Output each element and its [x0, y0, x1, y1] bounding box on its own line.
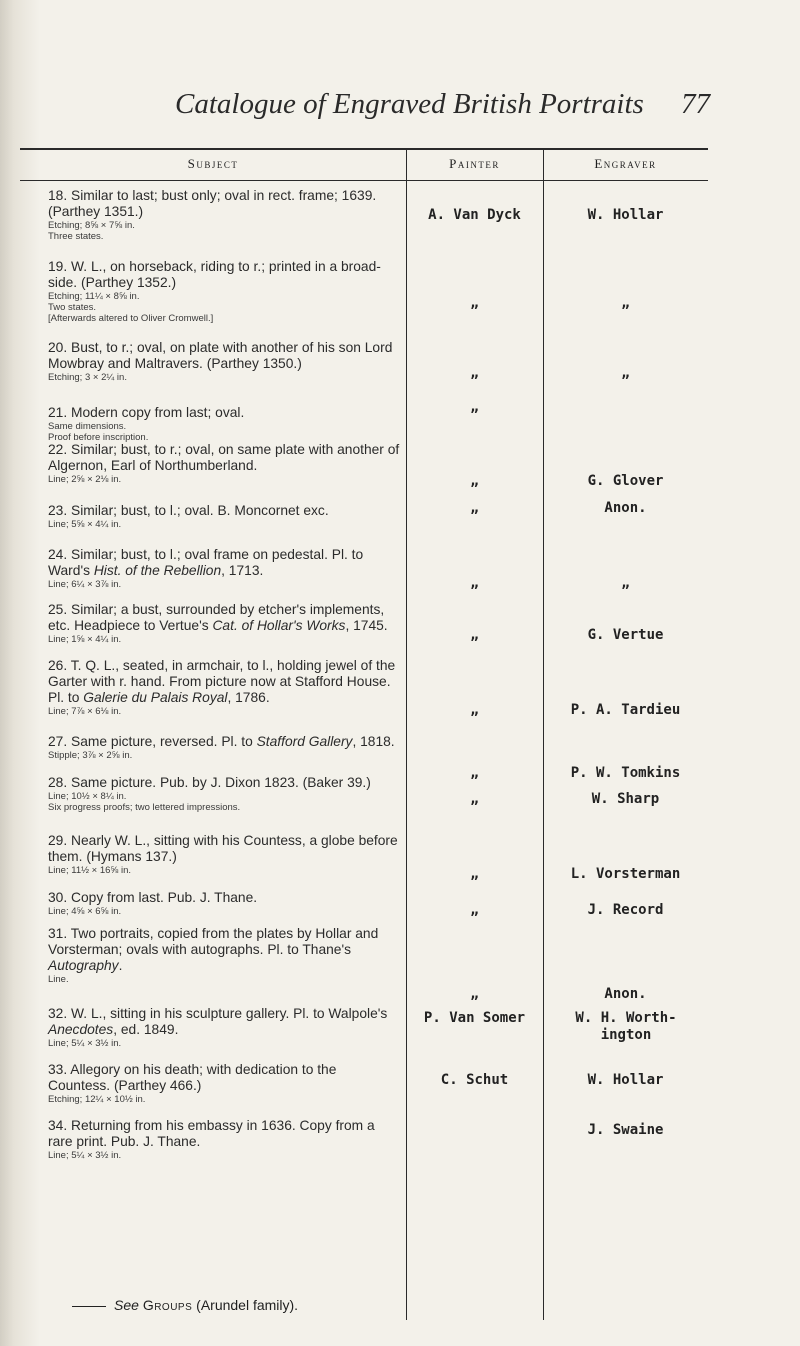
- entry-description: [48, 259, 400, 291]
- entry-text: Similar; a bust, surrounded by etcher's implements, etc. Headpiece to Vertue's: [48, 602, 385, 633]
- engraver-cell: Anon.: [604, 500, 647, 516]
- column-header-subject: Subject: [187, 156, 239, 171]
- entry-italic-title: Hist. of the Rebellion: [93, 563, 222, 578]
- table-header-rule: [20, 180, 708, 181]
- entry-description: [48, 503, 400, 519]
- entry-text: W. L., sitting in his sculpture gallery. Pl. to Walpole's: [71, 1006, 388, 1021]
- entry-text: Nearly W. L., sitting with his Countess, a globe before them. (Hymans 137.): [48, 833, 398, 864]
- entry-description: [48, 926, 400, 974]
- engraver-cell: G. Glover: [587, 473, 664, 489]
- entry-number: 30.: [48, 890, 72, 905]
- painter-cell: „: [470, 365, 479, 381]
- entry-technique-dimensions: Line; 7⅞ × 6⅛ in.: [48, 706, 122, 717]
- engraver-cell: W. Sharp: [591, 791, 660, 807]
- entry-number: 27.: [48, 734, 72, 749]
- painter-cell: P. Van Somer: [423, 1010, 526, 1026]
- entry-italic-title: Galerie du Palais Royal: [83, 690, 228, 705]
- see-reference: [72, 1297, 298, 1313]
- page-header: [175, 88, 710, 128]
- entry-text: Two portraits, copied from the plates by Hollar and Vorsterman; ovals with autographs. Pl. to Thane's: [48, 926, 379, 957]
- entry-text: Similar; bust, to r.; oval, on same plate with another of Algernon, Earl of Northumberland.: [48, 442, 400, 473]
- engraver-cell: P. W. Tomkins: [570, 765, 681, 781]
- painter-cell: „: [470, 765, 479, 781]
- entry-description: [48, 775, 400, 791]
- entry-technique-dimensions: Line; 5¼ × 3½ in.: [48, 1150, 122, 1161]
- entry-italic-title: Autography: [48, 958, 119, 973]
- entry-number: 29.: [48, 833, 72, 848]
- catalogue-entry: [48, 1006, 400, 1049]
- engraver-cell: „: [621, 295, 630, 311]
- entry-description: [48, 547, 400, 579]
- entry-number: 32.: [48, 1006, 72, 1021]
- entry-description: [48, 405, 400, 421]
- entry-description: [48, 658, 400, 706]
- entry-text: Returning from his embassy in 1636. Copy from a rare print. Pub. J. Thane.: [48, 1118, 375, 1149]
- column-divider-painter-engraver: [543, 148, 544, 1320]
- entry-description: [48, 340, 400, 372]
- engraver-cell: J. Record: [587, 902, 664, 918]
- entry-italic-title: Stafford Gallery: [256, 734, 353, 749]
- entry-text: , 1745.: [345, 618, 388, 633]
- engraver-cell: „: [621, 575, 630, 591]
- painter-cell: „: [470, 627, 479, 643]
- entry-italic-title: Anecdotes: [48, 1022, 114, 1037]
- entry-technique-dimensions: Stipple; 3⅞ × 2⅝ in.: [48, 750, 133, 761]
- catalogue-entry: [48, 658, 400, 717]
- entry-number: 24.: [48, 547, 72, 562]
- catalogue-entry: [48, 259, 400, 324]
- painter-cell: „: [470, 791, 479, 807]
- see-word: See: [114, 1297, 139, 1313]
- entry-text: Same picture. Pub. by J. Dixon 1823. (Baker 39.): [71, 775, 371, 790]
- entry-description: [48, 1006, 400, 1038]
- entry-technique-dimensions: Etching; 12¼ × 10½ in.: [48, 1094, 146, 1105]
- entry-description: [48, 188, 400, 220]
- entry-number: 25.: [48, 602, 72, 617]
- entry-text: Allegory on his death; with dedication to the Countess. (Parthey 466.): [48, 1062, 337, 1093]
- entry-technique-dimensions: Line; 5⅝ × 4¼ in.: [48, 519, 122, 530]
- entry-technique-dimensions: Etching; 11¼ × 8⅝ in. Two states. [Afterwards altered to Oliver Cromwell.]: [48, 291, 214, 324]
- engraver-cell: Anon.: [604, 986, 647, 1002]
- entry-number: 18.: [48, 188, 72, 203]
- engraver-cell: W. Hollar: [587, 207, 664, 223]
- entry-text: , 1713.: [221, 563, 264, 578]
- entry-text: , ed. 1849.: [113, 1022, 179, 1037]
- painter-cell: A. Van Dyck: [428, 207, 521, 223]
- painter-cell: „: [470, 500, 479, 516]
- catalogue-entry: [48, 503, 400, 530]
- entry-number: 34.: [48, 1118, 72, 1133]
- engraver-cell: P. A. Tardieu: [570, 702, 681, 718]
- catalogue-entry: [48, 1118, 400, 1161]
- entry-number: 20.: [48, 340, 72, 355]
- entry-text: W. L., on horseback, riding to r.; printed in a broad-side. (Parthey 1352.): [48, 259, 381, 290]
- entry-number: 33.: [48, 1062, 71, 1077]
- column-divider-subject-painter: [406, 148, 407, 1320]
- entry-text: Copy from last. Pub. J. Thane.: [71, 890, 258, 905]
- entry-text: , 1818.: [352, 734, 395, 749]
- entry-description: [48, 442, 400, 474]
- entry-text: T. Q. L., seated, in armchair, to l., holding jewel of the Garter with r. hand. From picture now at Stafford House. Pl. to: [48, 658, 396, 705]
- engraver-cell: W. H. Worth-ington: [575, 1010, 677, 1043]
- entry-text: Similar; bust, to l.; oval frame on pedestal. Pl. to Ward's: [48, 547, 364, 578]
- entry-description: [48, 602, 400, 634]
- entry-technique-dimensions: Line; 11½ × 16⅝ in.: [48, 865, 132, 876]
- running-title: Catalogue of Engraved British Portraits: [175, 88, 644, 120]
- painter-cell: „: [470, 399, 479, 415]
- entry-text: Modern copy from last; oval.: [71, 405, 245, 420]
- engraver-cell: G. Vertue: [587, 627, 664, 643]
- catalogue-entry: [48, 340, 400, 383]
- entry-description: [48, 1118, 400, 1150]
- engraver-cell: W. Hollar: [587, 1072, 664, 1088]
- painter-cell: „: [470, 986, 479, 1002]
- see-dash: [72, 1306, 106, 1307]
- entry-text: Similar to last; bust only; oval in rect. frame; 1639. (Parthey 1351.): [48, 188, 377, 219]
- entry-description: [48, 890, 400, 906]
- engraver-cell: L. Vorsterman: [570, 866, 681, 882]
- engraver-cell: J. Swaine: [587, 1122, 664, 1138]
- catalogue-entry: [48, 890, 400, 917]
- entry-technique-dimensions: Line; 5¼ × 3½ in.: [48, 1038, 122, 1049]
- entry-description: [48, 1062, 400, 1094]
- entry-number: 22.: [48, 442, 72, 457]
- see-groups-link: Groups: [142, 1297, 193, 1313]
- entry-number: 31.: [48, 926, 71, 941]
- entry-italic-title: Cat. of Hollar's Works: [212, 618, 346, 633]
- painter-cell: „: [470, 866, 479, 882]
- column-header-painter: Painter: [449, 156, 500, 171]
- entry-text: , 1786.: [227, 690, 270, 705]
- catalogue-entry: [48, 833, 400, 876]
- catalogue-entry: [48, 442, 400, 485]
- painter-cell: C. Schut: [440, 1072, 509, 1088]
- entry-text: Same picture, reversed. Pl. to: [71, 734, 257, 749]
- painter-cell: „: [470, 295, 479, 311]
- entry-technique-dimensions: Etching; 3 × 2¼ in.: [48, 372, 127, 383]
- entry-technique-dimensions: Line; 10½ × 8¼ in. Six progress proofs; two lettered impressions.: [48, 791, 241, 813]
- painter-cell: „: [470, 902, 479, 918]
- catalogue-entry: [48, 188, 400, 242]
- table-top-rule: [20, 148, 708, 150]
- entry-technique-dimensions: Etching; 8⅝ × 7⅝ in. Three states.: [48, 220, 135, 242]
- entry-text: Similar; bust, to l.; oval. B. Moncornet exc.: [71, 503, 329, 518]
- entry-number: 23.: [48, 503, 72, 518]
- catalogue-entry: [48, 405, 400, 443]
- entry-technique-dimensions: Line.: [48, 974, 69, 985]
- painter-cell: „: [470, 473, 479, 489]
- entry-technique-dimensions: Line; 2⅝ × 2⅛ in.: [48, 474, 122, 485]
- page-edge-shadow: [0, 0, 40, 1346]
- entry-text: Bust, to r.; oval, on plate with another of his son Lord Mowbray and Maltravers. (Parthey 1350.): [48, 340, 393, 371]
- catalogue-entry: [48, 602, 400, 645]
- entry-description: [48, 833, 400, 865]
- entry-technique-dimensions: Line; 1⅝ × 4¼ in.: [48, 634, 122, 645]
- entry-text: .: [118, 958, 123, 973]
- catalogue-entry: [48, 547, 400, 590]
- catalogue-entry: [48, 1062, 400, 1105]
- entry-number: 19.: [48, 259, 72, 274]
- engraver-cell: „: [621, 365, 630, 381]
- see-note: (Arundel family).: [196, 1297, 299, 1313]
- catalogue-entry: [48, 734, 400, 761]
- entry-technique-dimensions: Line; 4⅝ × 6⅝ in.: [48, 906, 122, 917]
- painter-cell: „: [470, 575, 479, 591]
- column-header-engraver: Engraver: [594, 156, 657, 171]
- entry-number: 28.: [48, 775, 72, 790]
- entry-technique-dimensions: Same dimensions. Proof before inscription.: [48, 421, 149, 443]
- entry-number: 21.: [48, 405, 72, 420]
- entry-technique-dimensions: Line; 6¼ × 3⅞ in.: [48, 579, 122, 590]
- page-number: 77: [681, 88, 710, 120]
- painter-cell: „: [470, 702, 479, 718]
- catalogue-entry: [48, 775, 400, 813]
- entry-description: [48, 734, 400, 750]
- entry-number: 26.: [48, 658, 71, 673]
- catalogue-entry: [48, 926, 400, 985]
